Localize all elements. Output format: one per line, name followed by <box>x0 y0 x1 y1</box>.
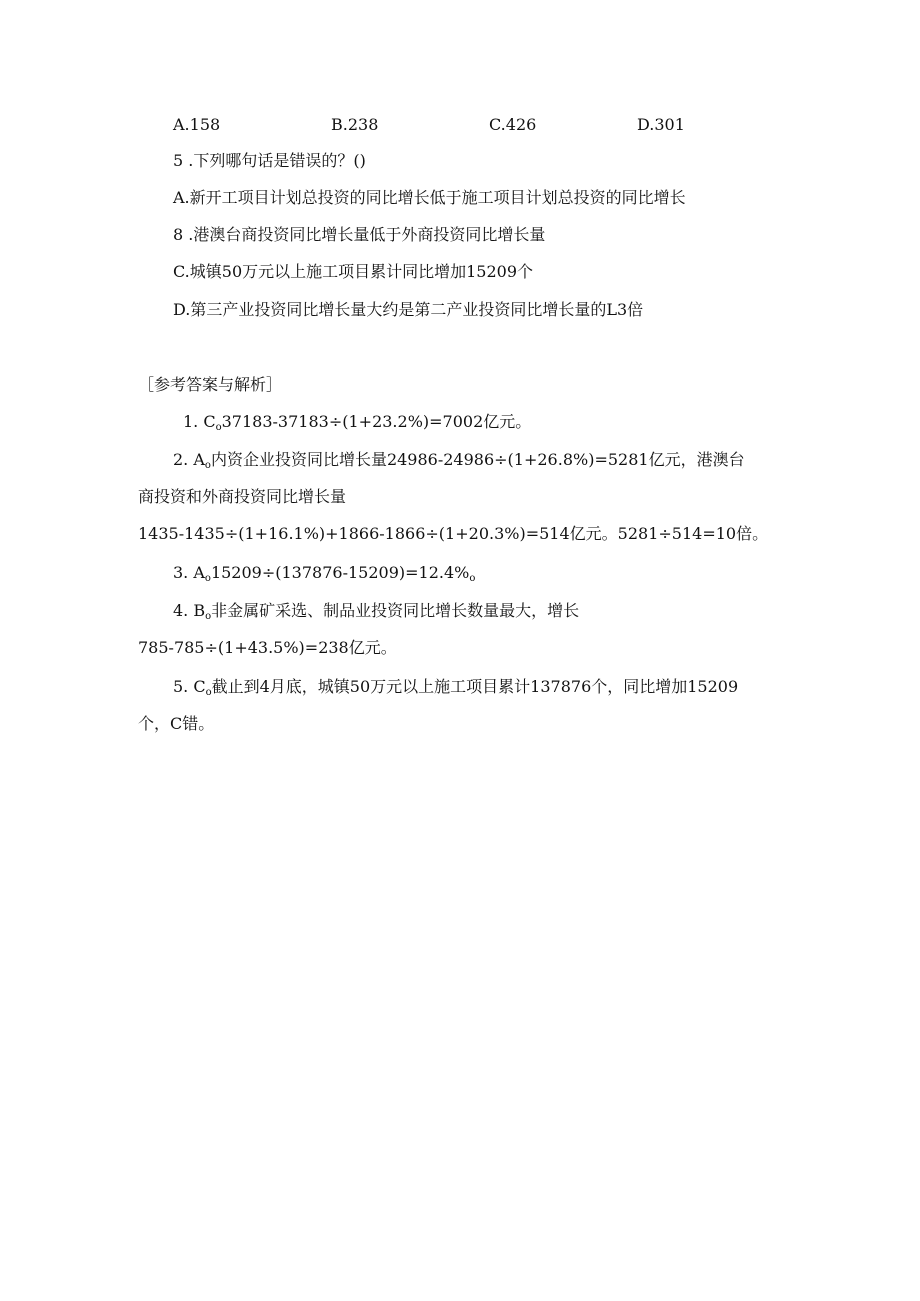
answer-3-number: 3. A <box>173 563 205 582</box>
question5-stem: 5 .下列哪句话是错误的？() <box>173 151 366 170</box>
answer-5 <box>173 676 738 704</box>
answer-5-text: 截止到4月底，城镇50万元以上施工项目累计137876个，同比增加15209 <box>211 677 739 696</box>
question5-option-a: A.新开工项目计划总投资的同比增长低于施工项目计划总投资的同比增长 <box>173 188 686 207</box>
answer-4-line2: 785-785÷(1+43.5%)=238亿元。 <box>138 638 397 657</box>
answer-5-line2: 个，C错。 <box>138 714 215 733</box>
answer-2-line3: 1435-1435÷(1+16.1%)+1866-1866÷(1+20.3%)=514亿元。5281÷514=10倍。 <box>138 524 769 543</box>
answer-1-sub: o <box>215 422 222 433</box>
answer-2-sub: o <box>204 460 211 471</box>
option-a: A.158 <box>173 115 221 134</box>
option-c: C.426 <box>489 115 537 134</box>
answer-4-number: 4. B <box>173 601 206 620</box>
answer-1-number: 1. C <box>183 412 216 431</box>
option-d: D.301 <box>637 115 685 134</box>
answer-3-text: 15209÷(137876-15209)=12.4% <box>210 563 470 582</box>
answer-4 <box>173 600 579 628</box>
answer-4-sub: o <box>205 611 212 622</box>
answer-1-text: 37183-37183÷(1+23.2%)=7002亿元。 <box>221 412 532 431</box>
answer-2-number: 2. A <box>173 450 205 469</box>
question5-option-c: C.城镇50万元以上施工项目累计同比增加15209个 <box>173 262 534 281</box>
question5-option-d: D.第三产业投资同比增长量大约是第二产业投资同比增长量的L3倍 <box>173 300 644 319</box>
answer-2-line2: 商投资和外商投资同比增长量 <box>138 487 347 506</box>
answer-4-text: 非金属矿采选、制品业投资同比增长数量最大，增长 <box>211 601 580 620</box>
answer-1 <box>183 411 531 439</box>
answer-3 <box>173 562 475 590</box>
option-b: B.238 <box>331 115 379 134</box>
answer-3-tail-sub: o <box>469 573 476 584</box>
answer-3-sub: o <box>204 573 211 584</box>
answer-5-number: 5. C <box>173 677 206 696</box>
answer-5-sub: o <box>205 687 212 698</box>
question5-option-b: 8 .港澳台商投资同比增长量低于外商投资同比增长量 <box>173 225 546 244</box>
answer-2 <box>173 449 745 477</box>
answers-heading: ［参考答案与解析］ <box>138 375 283 394</box>
answer-2-text: 内资企业投资同比增长量24986-24986÷(1+26.8%)=5281亿元，港澳台 <box>210 450 745 469</box>
